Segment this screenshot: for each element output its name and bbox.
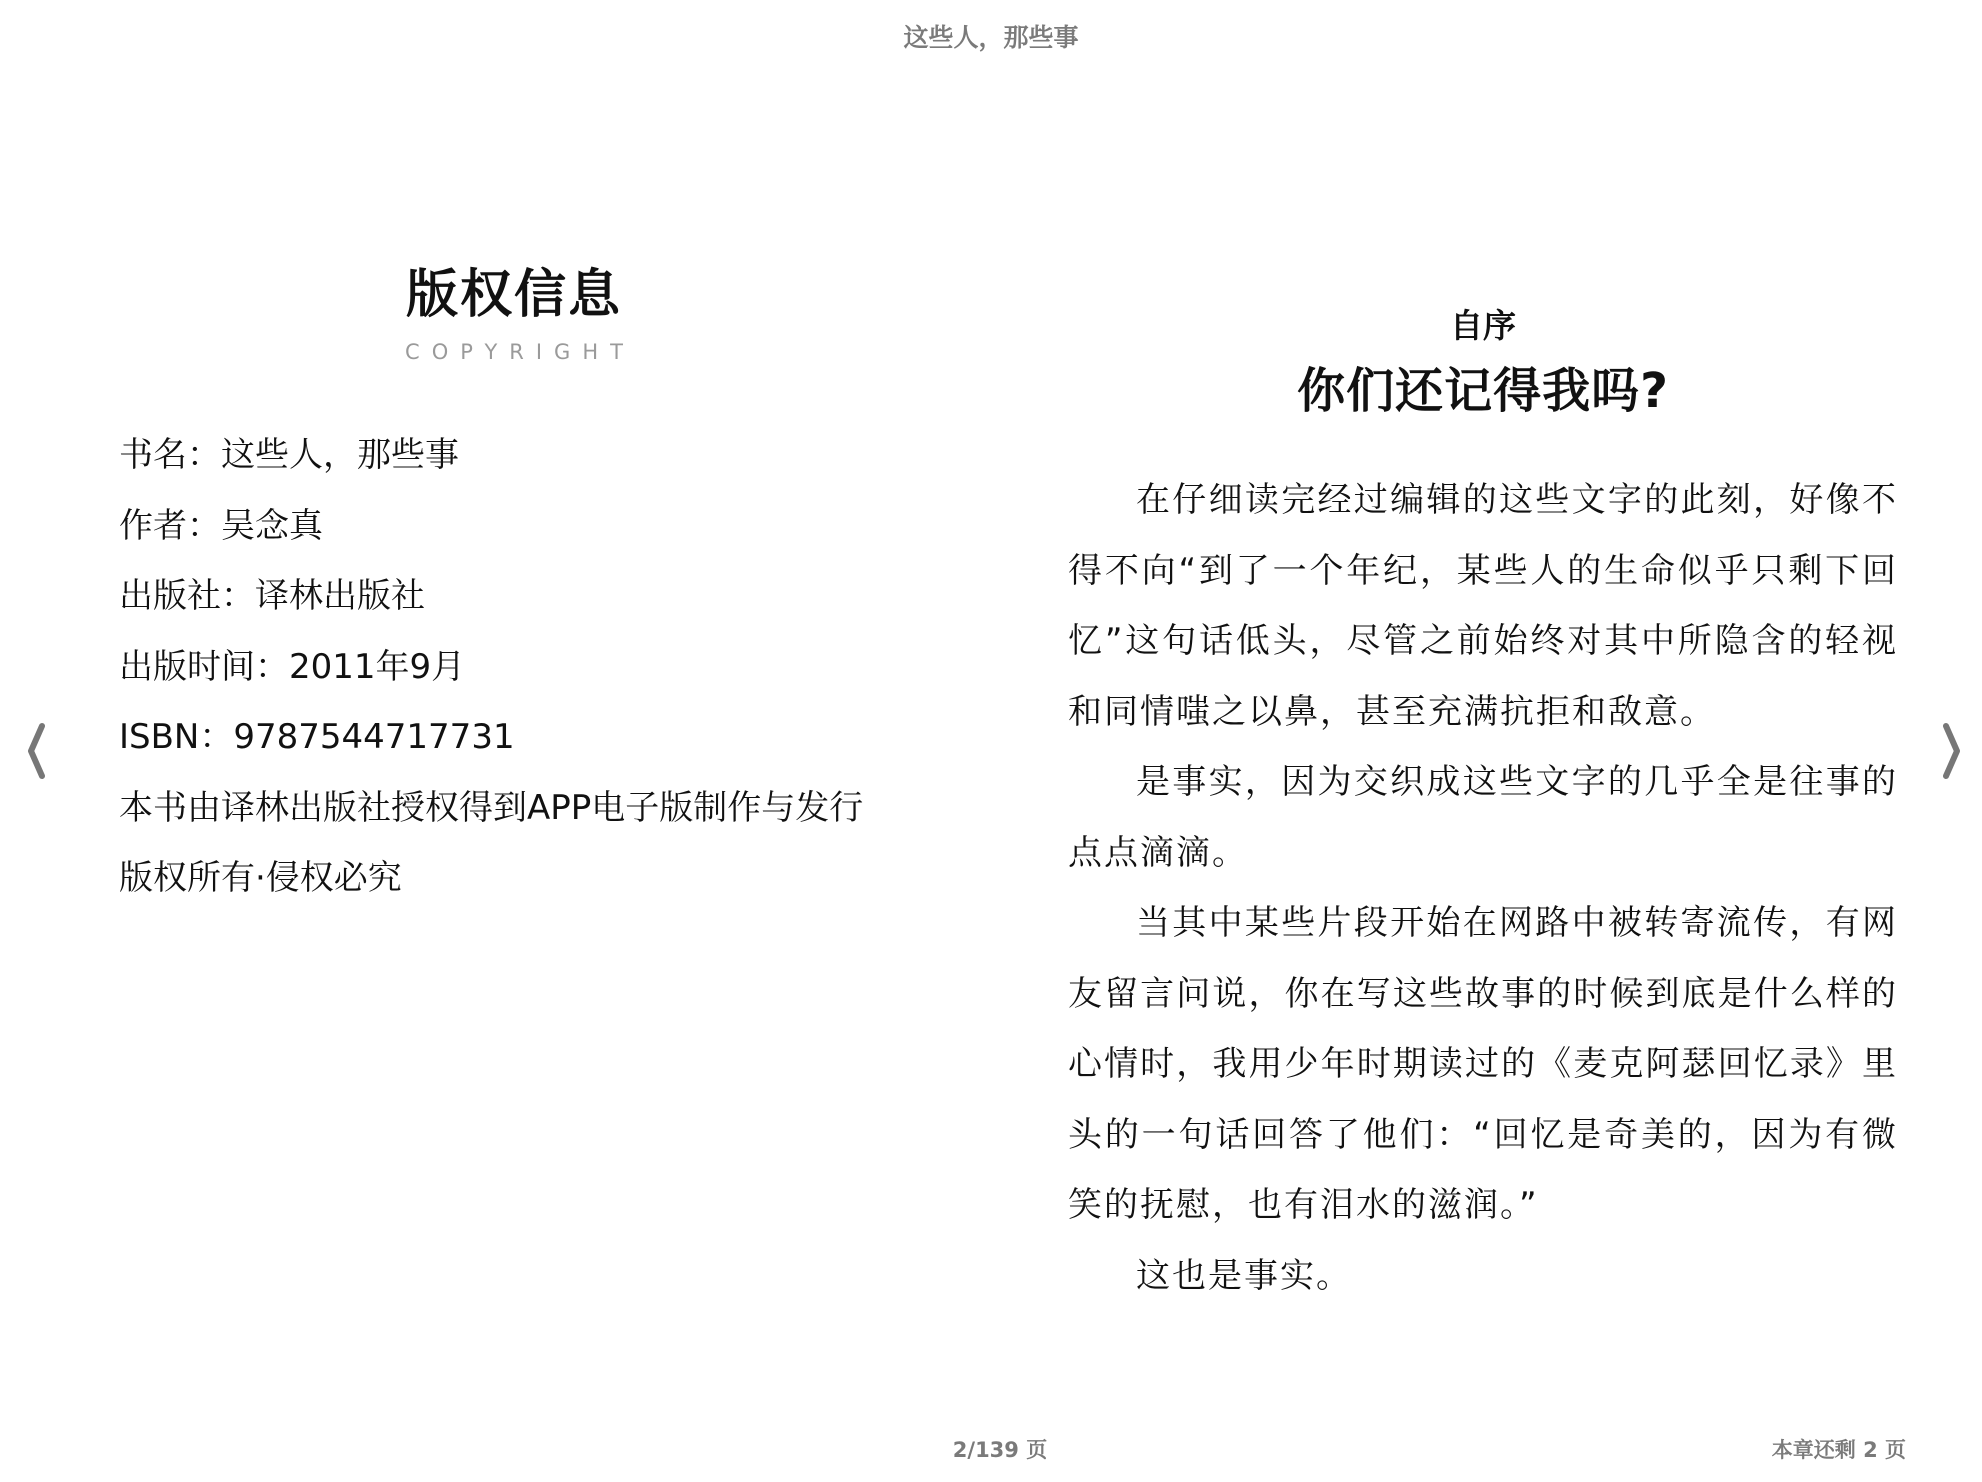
- copyright-info-list: [119, 420, 909, 914]
- info-license: 本书由译林出版社授权得到APP电子版制作与发行: [119, 787, 864, 828]
- chevron-right-icon: [1934, 718, 1970, 784]
- info-rights: 版权所有·侵权必究: [119, 858, 402, 898]
- info-publisher: 出版社：译林出版社: [119, 576, 425, 616]
- paragraph: 这也是事实。: [1136, 1255, 1352, 1296]
- info-book-name: 书名：这些人，那些事: [119, 435, 459, 475]
- info-isbn: ISBN：9787544717731: [119, 717, 515, 757]
- book-title: 这些人，那些事: [903, 23, 1079, 52]
- chapter-label: 自序: [1450, 306, 1516, 345]
- paragraph: 在仔细读完经过编辑的这些文字的此刻，好像不得不向“到了一个年纪，某些人的生命似乎只剩下回忆”这句话低头，尽管之前始终对其中所隐含的轻视和同情嗤之以鼻，甚至充满抗拒和敌意。: [1068, 480, 1898, 732]
- chapter-title: 你们还记得我吗?: [1297, 363, 1669, 419]
- previous-page-button[interactable]: [18, 718, 54, 784]
- chapter-body: [1068, 465, 1898, 1311]
- chapter-remaining: 本章还剩 2 页: [1771, 1438, 1906, 1462]
- page-indicator: 2/139 页: [952, 1438, 1048, 1462]
- copyright-heading: 版权信息: [405, 265, 622, 325]
- info-publish-date: 出版时间：2011年9月: [119, 646, 466, 687]
- left-page-copyright: [119, 0, 909, 1400]
- paragraph: 是事实，因为交织成这些文字的几乎全是往事的点点滴滴。: [1068, 762, 1898, 873]
- copyright-subheading: COPYRIGHT: [405, 340, 635, 364]
- info-author: 作者：吴念真: [119, 505, 323, 546]
- chevron-left-icon: [18, 718, 54, 784]
- right-page-preface: [1068, 0, 1898, 1400]
- paragraph: 当其中某些片段开始在网路中被转寄流传，有网友留言问说，你在写这些故事的时候到底是什么样的心情时，我用少年时期读过的《麦克阿瑟回忆录》里头的一句话回答了他们：“回忆是奇美的，因为有微笑的抚慰，也有泪水的滋润。”: [1068, 903, 1898, 1225]
- next-page-button[interactable]: [1934, 718, 1970, 784]
